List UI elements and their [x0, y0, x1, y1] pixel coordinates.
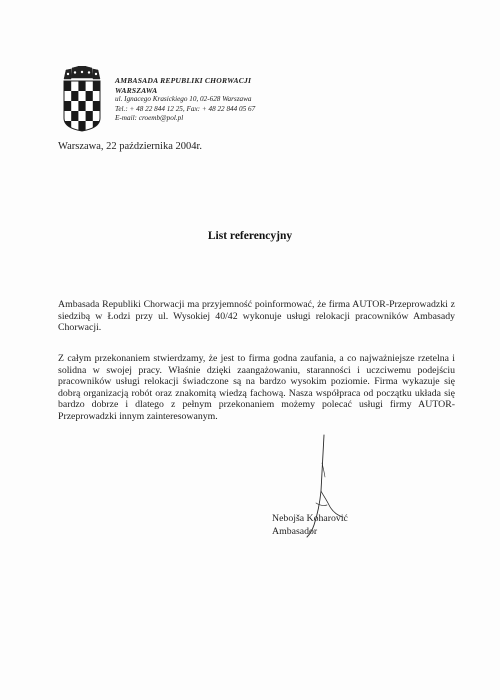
address-line: ul. Ignacego Krasickiego 10, 02-628 Warszawa [115, 95, 252, 104]
signer-position: Ambasador [272, 525, 318, 537]
signer-name: Nebojša Koharović [272, 513, 348, 524]
body-paragraph-1: Ambasada Republiki Chorwacji ma przyjemność poinformować, że firma AUTOR-Przeprowadzki z siedzibą w Łodzi przy ul. Wysokiej 40/42 wykonuje usługi relokacji pracowników Ambasady Chorwacji. [58, 299, 455, 334]
signer-block [272, 513, 348, 538]
body-paragraph-2: Z całym przekonaniem stwierdzamy, że jest to firma godna zaufania, a co najważniejsze rzetelna i solidna w swojej pracy. Właśnie dzięki zaangażowaniu, staranności i uczciwemu podejściu pracowników usługi relokacji świadczone są na bardzo wysokim poziomie. Firma wykazuje się dobrą organizacją robót oraz znakomitą wiedzą fachową. Nasza współpraca od początku układa się bardzo dobrze i dlatego z pełnym przekonaniem możemy polecać usługi firmy AUTOR-Przeprowadzki innym zainteresowanym. [58, 353, 455, 422]
croatian-coat-of-arms-icon [62, 66, 102, 132]
date-line: Warszawa, 22 października 2004r. [58, 141, 203, 152]
organization-name: AMBASADA REPUBLIKI CHORWACJI [115, 76, 252, 85]
phone-fax-line: Tel.: + 48 22 844 12 25, Fax: + 48 22 844 05 67 [115, 104, 256, 113]
letterhead [115, 76, 365, 124]
email-line: E-mail: croemb@pol.pl [115, 114, 184, 123]
organization-city: WARSZAWA [115, 85, 158, 95]
letter-title: List referencyjny [207, 230, 293, 242]
